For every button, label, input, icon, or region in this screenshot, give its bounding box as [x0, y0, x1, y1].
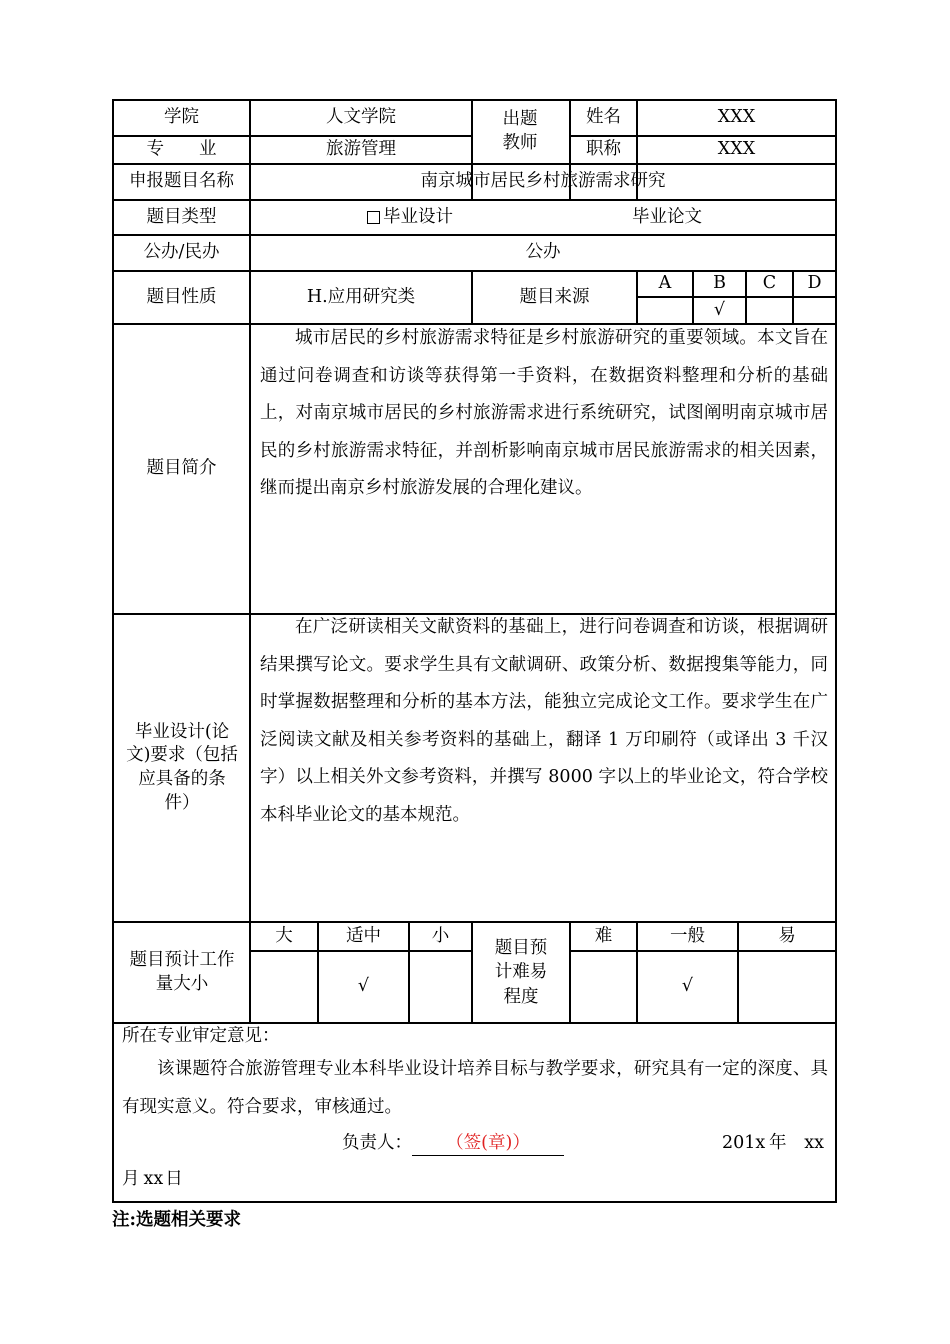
review-text: 该课题符合旅游管理专业本科毕业设计培养目标与教学要求，研究具有一定的深度、具有现实意义。符合要求，审核通过。	[122, 1059, 828, 1117]
source-label: 题目来源	[519, 286, 590, 307]
workload-option-small: 小	[431, 925, 450, 946]
type-option-thesis: 毕业论文	[632, 206, 702, 227]
source-option-c: C	[762, 273, 777, 294]
responsible-row	[342, 1129, 564, 1159]
date-day: xx	[143, 1169, 164, 1190]
source-option-b: B	[713, 273, 726, 294]
date-year: 201x	[722, 1133, 766, 1154]
difficulty-check-mark: √	[681, 976, 694, 997]
type-option-design-label: 毕业设计	[383, 206, 453, 227]
topic-name-value: 南京城市居民乡村旅游需求研究	[420, 171, 666, 192]
nature-value: H.应用研究类	[306, 286, 416, 307]
difficulty-option-hard: 难	[594, 925, 613, 946]
topic-type-label: 题目类型	[146, 206, 217, 227]
rule	[112, 1201, 837, 1203]
date-month-unit: 月	[122, 1169, 140, 1190]
difficulty-option-normal: 一般	[670, 925, 705, 946]
major-value: 旅游管理	[326, 139, 396, 160]
review-title: 所在专业审定意见：	[122, 1026, 280, 1047]
type-option-design[interactable]	[367, 201, 477, 234]
source-check-mark: √	[713, 299, 726, 320]
workload-option-large: 大	[275, 925, 293, 946]
date-year-month	[722, 1129, 824, 1159]
college-label: 学院	[164, 107, 199, 128]
ownership-label: 公办/民办	[143, 242, 220, 263]
ownership-value: 公办	[525, 242, 561, 263]
difficulty-option-easy: 易	[778, 925, 796, 946]
title-label: 职称	[586, 139, 621, 160]
rule	[471, 921, 473, 1023]
teacher-label: 出题教师	[502, 109, 538, 153]
source-option-a: A	[658, 273, 672, 294]
name-value: XXX	[717, 107, 756, 128]
date-month: xx	[804, 1133, 824, 1154]
topic-name-label: 申报题目名称	[129, 171, 234, 192]
rule	[835, 99, 837, 1203]
source-option-d: D	[807, 273, 822, 294]
college-value: 人文学院	[326, 107, 396, 128]
difficulty-label: 题目预计难易程度	[494, 937, 548, 1007]
workload-option-medium: 适中	[346, 925, 381, 946]
intro-label: 题目简介	[146, 458, 217, 479]
topic-application-form	[112, 99, 837, 1203]
name-label: 姓名	[586, 107, 621, 128]
signature-field[interactable]: （签(章)）	[412, 1132, 564, 1157]
title-value: XXX	[717, 139, 756, 160]
nature-label: 题目性质	[146, 286, 217, 307]
footer-note: 注:选题相关要求	[112, 1210, 241, 1230]
workload-check-mark: √	[357, 976, 370, 997]
requirements-label: 毕业设计(论文)要求（包括应具备的条件）	[126, 721, 238, 813]
workload-label: 题目预计工作量大小	[129, 949, 235, 994]
intro-text: 城市居民的乡村旅游需求特征是乡村旅游研究的重要领域。本文旨在通过问卷调查和访谈等获得第一手资料，在数据资料整理和分析的基础上，对南京城市居民的乡村旅游需求进行系统研究，试图阐明南京城市居民的乡村旅游需求特征，并剖析影响南京城市居民旅游需求的相关因素，继而提出南京乡村旅游发展的合理化建议。	[260, 328, 828, 498]
date-year-unit: 年	[769, 1133, 787, 1154]
checkbox-icon[interactable]	[367, 211, 380, 224]
responsible-label: 负责人：	[342, 1133, 412, 1154]
date-day-unit: 日	[165, 1169, 183, 1190]
requirements-text: 在广泛研读相关文献资料的基础上，进行问卷调查和访谈，根据调研结果撰写论文。要求学生具有文献调研、政策分析、数据搜集等能力，同时掌握数据整理和分析的基本方法，能独立完成论文工作。要求学生在广泛阅读文献及相关参考资料的基础上，翻译 1 万印刷符（或译出 3 千汉字）以上相关外文参考资料，并撰写 8000 字以上的毕业论文，符合学校本科毕业论文的基本规范。	[260, 617, 828, 825]
date-month-day	[122, 1165, 183, 1195]
major-label: 专 业	[146, 139, 217, 160]
